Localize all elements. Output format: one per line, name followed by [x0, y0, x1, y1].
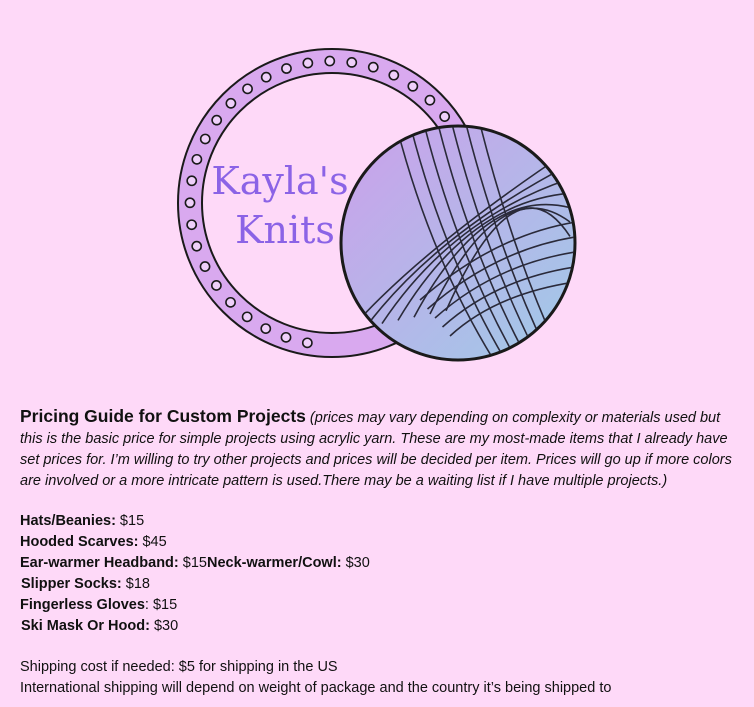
- price-value: $30: [341, 555, 370, 571]
- hoop-hole-icon: [325, 56, 334, 65]
- price-value: $45: [138, 534, 167, 550]
- hoop-hole-icon: [303, 338, 312, 347]
- pricing-heading: Pricing Guide for Custom Projects: [20, 406, 306, 426]
- price-item-slipper-socks: [20, 574, 736, 595]
- price-label: Ski Mask Or Hood:: [21, 618, 150, 634]
- hoop-hole-icon: [192, 155, 201, 164]
- hoop-hole-icon: [408, 82, 417, 91]
- hoop-hole-icon: [243, 312, 252, 321]
- price-item-headband-cowl: [20, 553, 736, 574]
- hoop-hole-icon: [212, 116, 221, 125]
- hoop-hole-icon: [187, 176, 196, 185]
- hoop-hole-icon: [226, 99, 235, 108]
- price-value: $30: [149, 618, 179, 634]
- price-value: $15: [178, 555, 207, 571]
- hoop-hole-icon: [185, 198, 194, 207]
- price-label: Hats/Beanies:: [20, 513, 116, 529]
- hoop-hole-icon: [261, 324, 270, 333]
- price-value: : $15: [144, 597, 178, 613]
- pricing-guide: [20, 406, 736, 699]
- shipping-international: International shipping will depend on weight of package and the country it’s being shipped to: [20, 680, 612, 696]
- hoop-hole-icon: [425, 96, 434, 105]
- price-value: $15: [115, 513, 145, 529]
- hoop-hole-icon: [192, 242, 201, 251]
- hoop-hole-icon: [226, 298, 235, 307]
- hoop-hole-icon: [440, 112, 449, 121]
- hoop-hole-icon: [187, 220, 196, 229]
- price-item-ski-mask: [20, 616, 736, 637]
- price-label: Slipper Socks:: [21, 576, 122, 592]
- price-label: Neck-warmer/Cowl:: [206, 555, 342, 571]
- hoop-hole-icon: [212, 281, 221, 290]
- hoop-hole-icon: [201, 134, 210, 143]
- hoop-hole-icon: [347, 58, 356, 67]
- price-value: $18: [121, 576, 150, 592]
- hoop-hole-icon: [262, 73, 271, 82]
- shipping-info: [20, 657, 736, 699]
- hoop-hole-icon: [281, 333, 290, 342]
- hoop-hole-icon: [200, 262, 209, 271]
- pricing-note: (prices may vary depending on complexity or materials used but this is the basic price for simple projects using acrylic yarn. These are my most-made items that I already have set prices for. I’m willing to try other projects and prices will be decided per item. Prices will go up if more colors are involved or a more intricate pattern is used.There may be a waiting list if I have multiple projects.): [20, 410, 732, 489]
- price-list: [20, 511, 736, 637]
- shipping-domestic: Shipping cost if needed: $5 for shipping in the US: [20, 659, 338, 675]
- price-label: Ear-warmer Headband:: [20, 555, 179, 571]
- logo-title-line1: Kayla's: [211, 159, 349, 203]
- pricing-intro: [20, 406, 736, 492]
- hoop-hole-icon: [389, 71, 398, 80]
- logo-title-line2: Knits: [235, 208, 335, 252]
- price-label: Fingerless Gloves: [20, 597, 145, 613]
- price-item-hats: [20, 511, 736, 532]
- hoop-hole-icon: [243, 84, 252, 93]
- price-item-hooded-scarves: [20, 532, 736, 553]
- price-label: Hooded Scarves:: [20, 534, 139, 550]
- price-item-fingerless-gloves: [20, 595, 736, 616]
- hoop-hole-icon: [303, 58, 312, 67]
- hoop-hole-icon: [282, 64, 291, 73]
- hoop-hole-icon: [369, 63, 378, 72]
